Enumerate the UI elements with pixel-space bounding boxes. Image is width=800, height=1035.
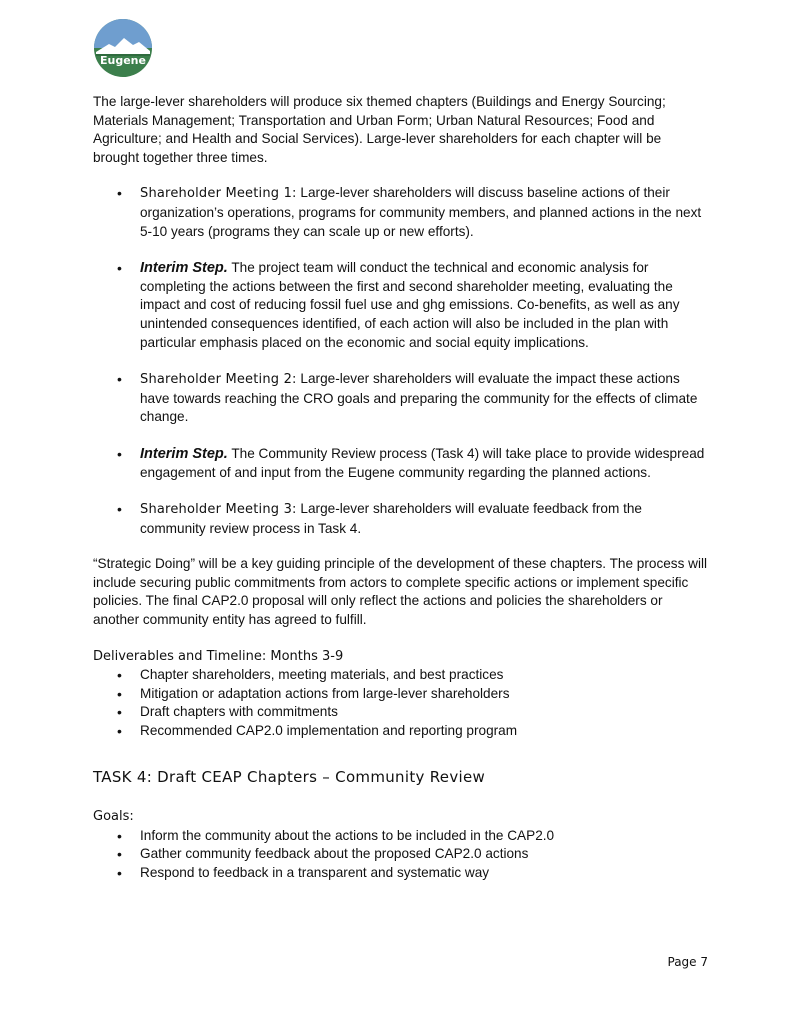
step-text: Large-lever shareholders will discuss baseline actions of their organization’s operations, programs for community members, and planned actions in the next 5-10 years (programs they can scale up or new efforts).: [140, 185, 702, 239]
eugene-logo: [93, 18, 153, 78]
page-body: [93, 93, 709, 883]
task4-heading: TASK 4: Draft CEAP Chapters – Community Review: [93, 767, 486, 786]
step-label: Shareholder Meeting 1:: [140, 186, 297, 202]
step-label: Interim Step.: [140, 260, 228, 277]
list-item: • Recommended CAP2.0 implementation and reporting program: [93, 722, 709, 741]
list-item: [93, 370, 709, 427]
list-item: • Chapter shareholders, meeting materials, and best practices: [93, 666, 709, 685]
page-number: Page 7: [667, 955, 708, 969]
step-text: Large-lever shareholders will evaluate feedback from the community review process in Task 4.: [140, 501, 642, 536]
logo-text: Eugene: [100, 54, 146, 67]
step-label: Shareholder Meeting 3:: [140, 502, 297, 518]
list-item: [93, 184, 709, 241]
list-item: • Inform the community about the actions to be included in the CAP2.0: [93, 827, 709, 846]
list-item: • Respond to feedback in a transparent and systematic way: [93, 864, 709, 883]
strategic-doing-paragraph: “Strategic Doing” will be a key guiding principle of the development of these chapters. The process will include securing public commitments from actors to complete specific actions or implement specific policies. The final CAP2.0 proposal will only reflect the actions and policies the shareholders or another community entity has agreed to fulfill.: [93, 556, 708, 628]
step-label: Interim Step.: [140, 445, 228, 462]
deliverables-list: [93, 666, 709, 740]
intro-paragraph: The large-lever shareholders will produce six themed chapters (Buildings and Energy Sourcing; Materials Management; Transportation and Urban Form; Urban Natural Resources; Food and Agriculture; and Health and Social Services). Large-lever shareholders for each chapter will be brought together three times.: [93, 94, 666, 165]
step-label: Shareholder Meeting 2:: [140, 372, 297, 388]
eugene-logo-graphic: [93, 18, 153, 78]
step-text: The Community Review process (Task 4) will take place to provide widespread engagement of and input from the Eugene community regarding the planned actions.: [140, 445, 705, 480]
list-item: [93, 259, 709, 352]
meeting-steps-list: [93, 184, 709, 538]
step-text: The project team will conduct the technical and economic analysis for completing the actions between the first and second shareholder meeting, evaluating the impact and cost of reducing fossil fuel use and ghg emissions. Co-benefits, as well as any unintended consequences identified, of each action will also be included in the plan with particular emphasis placed on the economic and social equity implications.: [140, 260, 680, 350]
list-item: [93, 500, 709, 538]
step-text: Large-lever shareholders will evaluate the impact these actions have towards reaching the CRO goals and preparing the community for the effects of climate change.: [140, 371, 698, 425]
goals-list: [93, 827, 709, 883]
list-item: • Draft chapters with commitments: [93, 703, 709, 722]
list-item: • Mitigation or adaptation actions from large-lever shareholders: [93, 685, 709, 704]
goals-heading: Goals:: [93, 809, 134, 825]
deliverables-heading: Deliverables and Timeline: Months 3-9: [93, 648, 344, 664]
list-item: • Gather community feedback about the proposed CAP2.0 actions: [93, 845, 709, 864]
list-item: [93, 445, 709, 482]
